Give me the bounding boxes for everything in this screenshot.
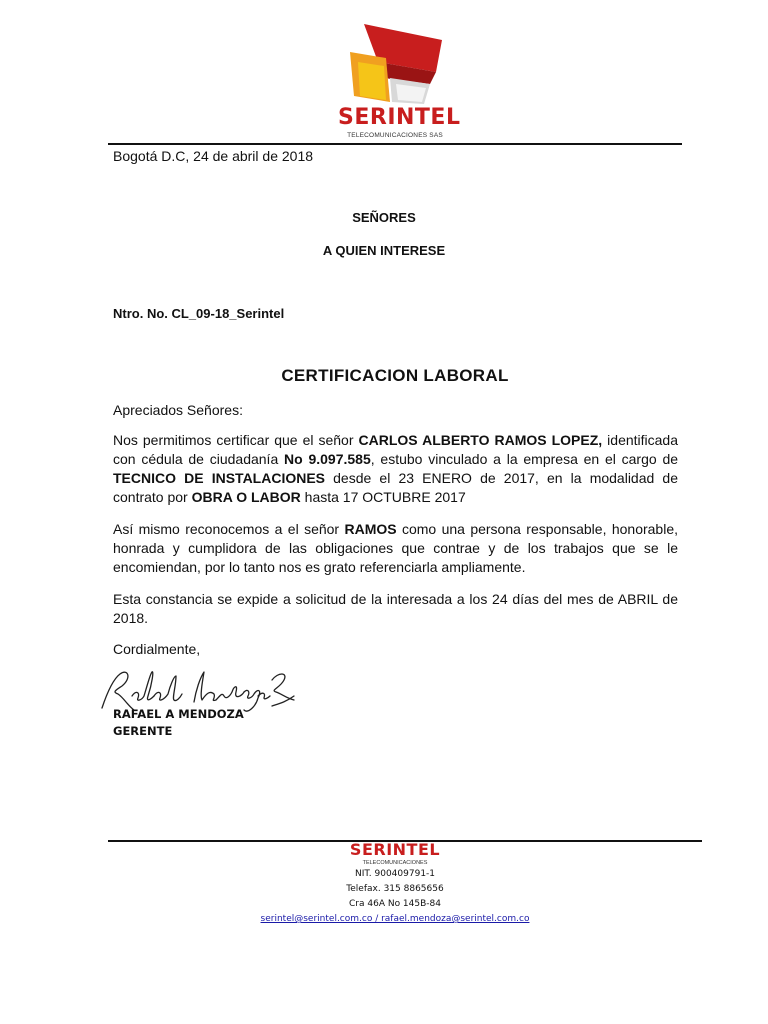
- paragraph-reference: [113, 520, 678, 577]
- employee-id: No 9.097.585: [284, 451, 371, 467]
- p1-text-3: , estubo vinculado a la empresa en el cargo de: [370, 451, 679, 467]
- footer-address: Cra 46A No 145B-84: [349, 899, 441, 909]
- employee-surname: RAMOS: [344, 521, 397, 537]
- employee-name: CARLOS ALBERTO RAMOS LOPEZ,: [358, 432, 603, 448]
- p1-text-1: Nos permitimos certificar que el señor: [113, 432, 359, 448]
- paragraph-certification: [113, 431, 678, 507]
- footer-email-links[interactable]: serintel@serintel.com.co / rafael.mendoza@serintel.com.co: [260, 914, 530, 924]
- logo-subtitle: TELECOMUNICACIONES SAS: [347, 132, 443, 139]
- logo-mark-icon: [344, 22, 448, 106]
- document-title: CERTIFICACION LABORAL: [281, 366, 509, 385]
- letter-date: Bogotá D.C, 24 de abril de 2018: [113, 148, 314, 164]
- closing: Cordialmente,: [113, 641, 201, 657]
- company-logo: [338, 22, 461, 139]
- contract-type: OBRA O LABOR: [191, 489, 301, 505]
- greeting: Apreciados Señores:: [113, 402, 243, 418]
- p2-text-1: Así mismo reconocemos a el señor: [113, 521, 345, 537]
- signer-name: RAFAEL A MENDOZA: [113, 707, 244, 721]
- p1-text-2: identificada con cédula de ciudadanía: [113, 432, 678, 467]
- signer-title: GERENTE: [113, 724, 173, 738]
- logo-wordmark: SERINTEL: [338, 105, 461, 130]
- paragraph-issuance: Esta constancia se expide a solicitud de la interesada a los 24 días del mes de ABRIL de 2018.: [113, 591, 678, 626]
- recipient-line-2: A QUIEN INTERESE: [322, 243, 446, 258]
- footer-logo-subtitle: TELECOMUNICACIONES: [362, 860, 428, 866]
- footer-logo-wordmark: SERINTEL: [349, 840, 441, 859]
- reference-number: Ntro. No. CL_09-18_Serintel: [113, 306, 285, 321]
- footer-phone: Telefax. 315 8865656: [346, 884, 444, 894]
- header-divider: [108, 143, 682, 145]
- footer: [0, 841, 768, 927]
- employee-role: TECNICO DE INSTALACIONES: [113, 470, 326, 486]
- recipient-line-1: SEÑORES: [352, 210, 416, 225]
- signer-block: [113, 706, 244, 740]
- p1-text-5: hasta 17 OCTUBRE 2017: [300, 489, 466, 505]
- p2-text-2: como una persona responsable, honorable, honrada y cumplidora de las obligaciones que contrae y de los trabajos que se le encomiendan, por lo tanto nos es grato referenciarla ampliamente.: [113, 521, 679, 575]
- p1-text-4: desde el 23 ENERO de 2017, en la modalidad de contrato por: [113, 470, 678, 505]
- footer-nit: NIT. 900409791-1: [354, 869, 436, 879]
